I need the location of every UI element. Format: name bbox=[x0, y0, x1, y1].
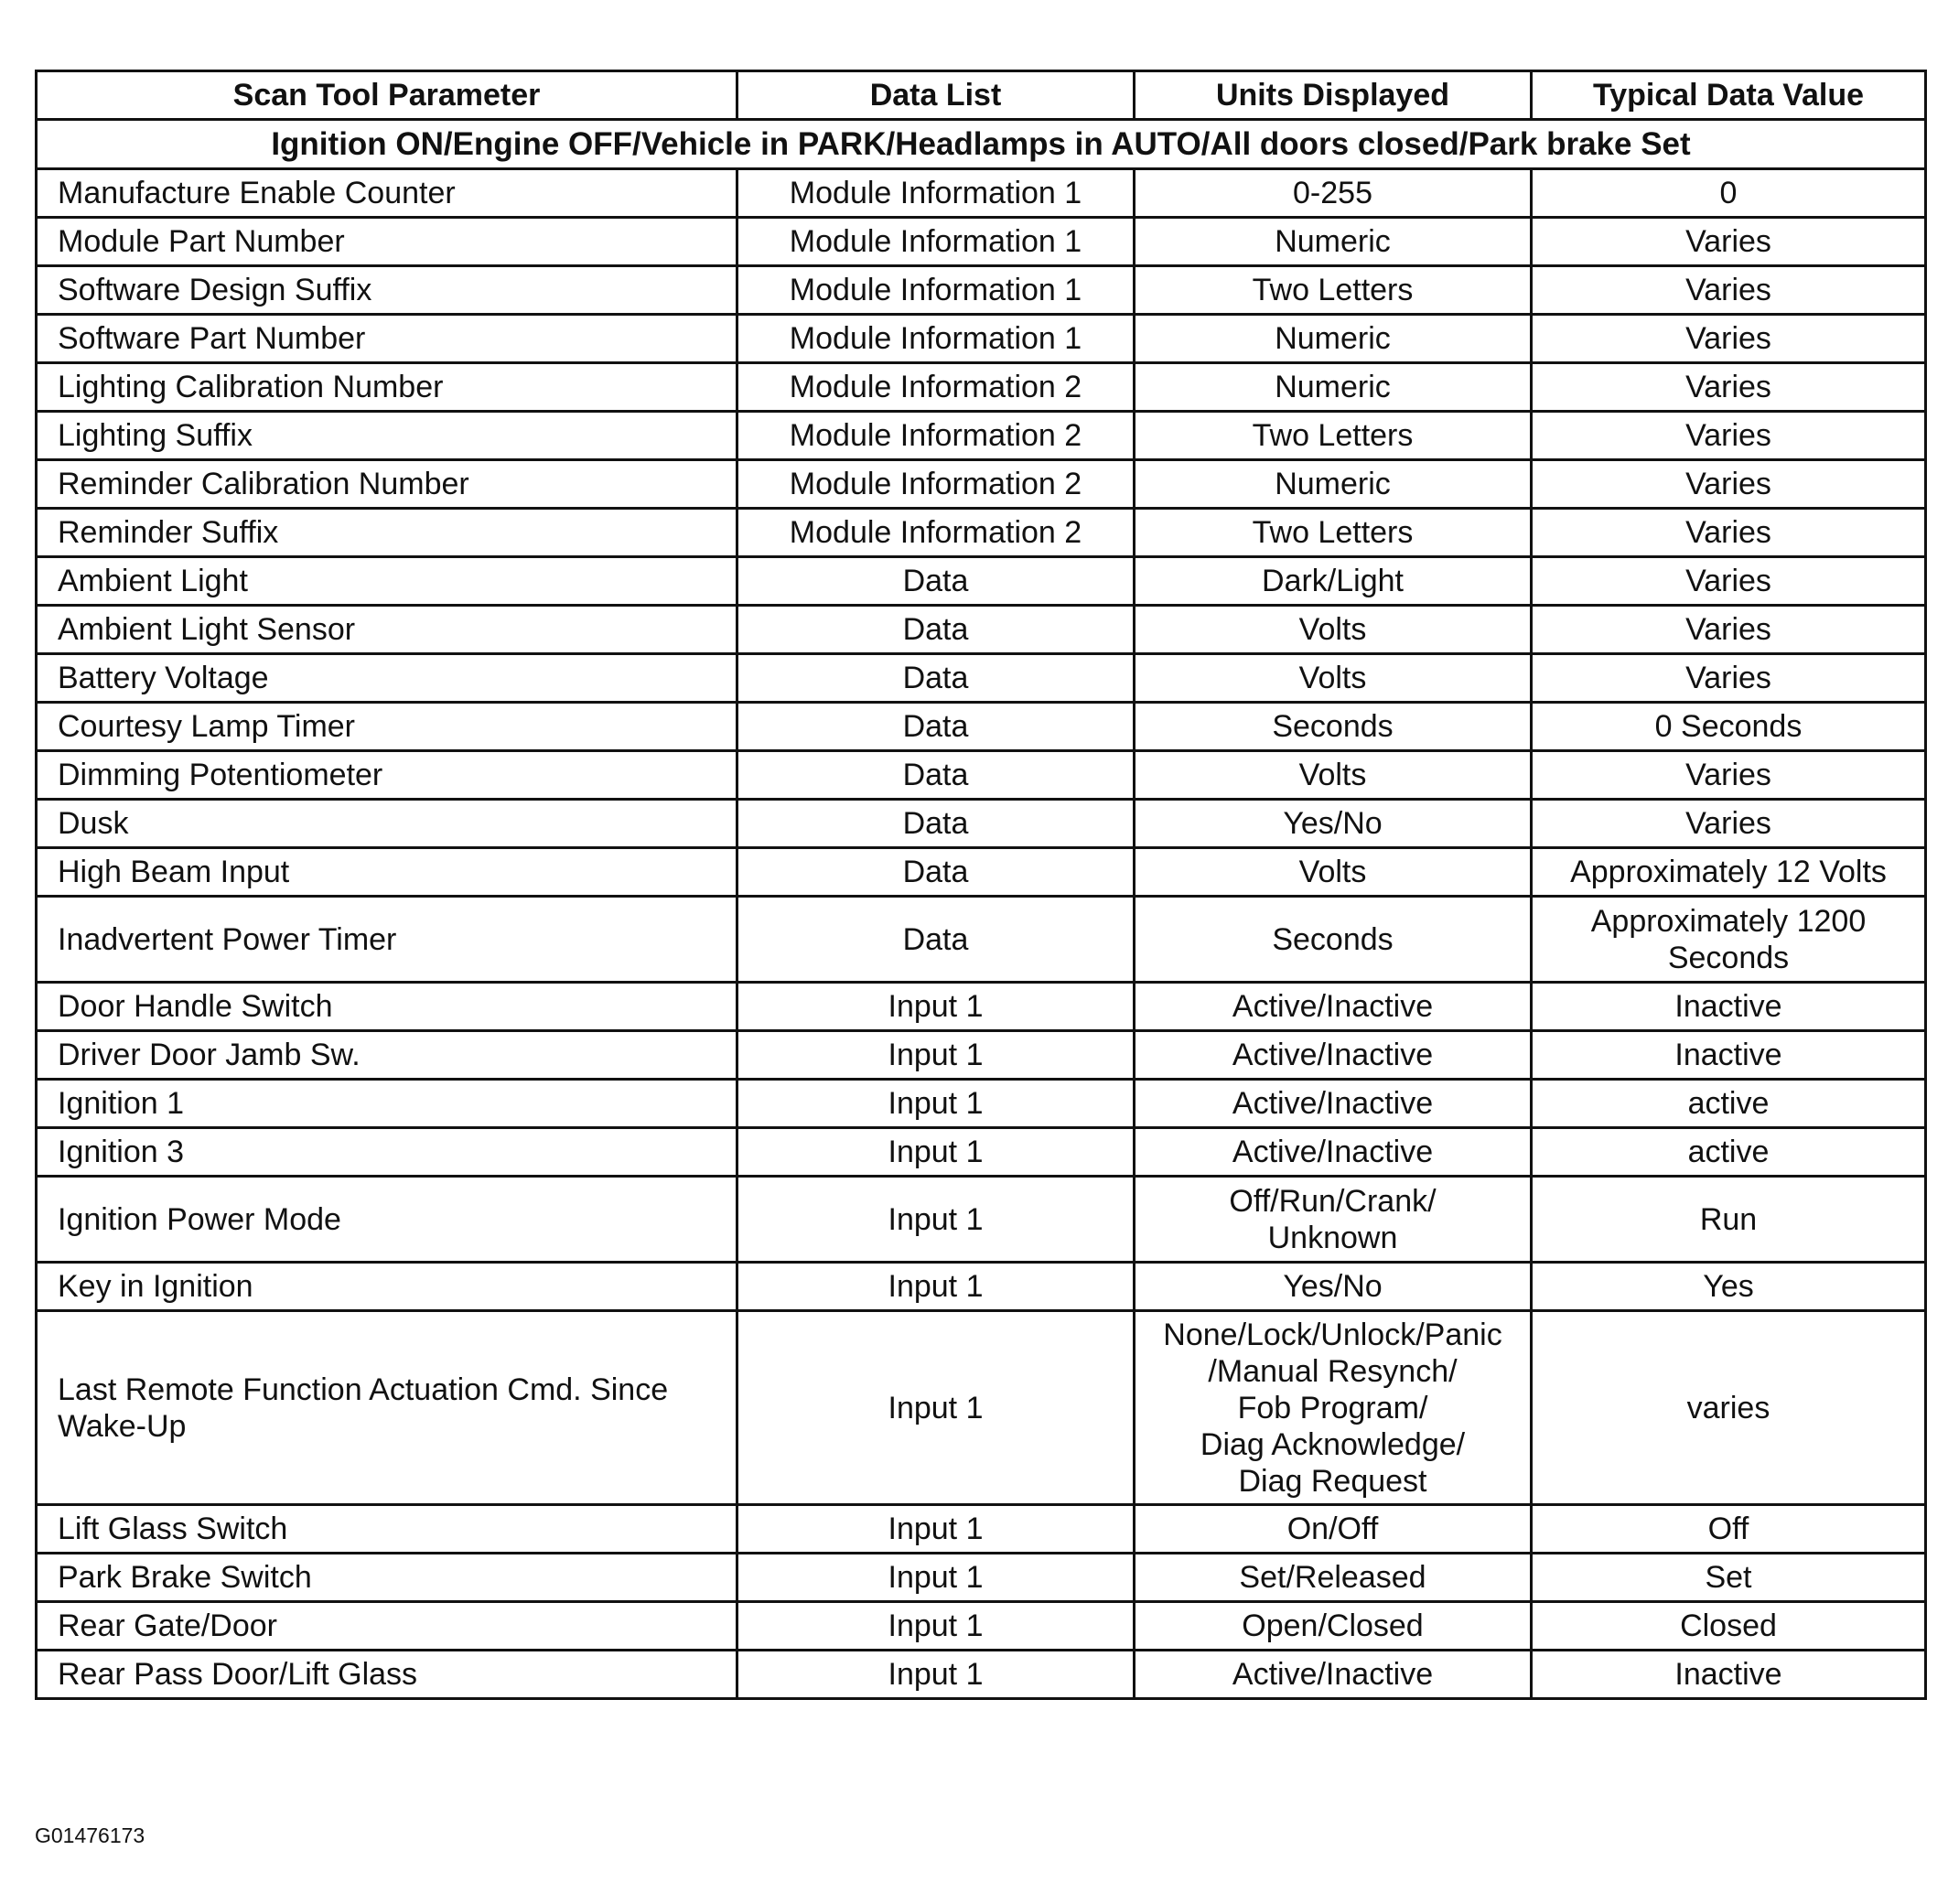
data-list-cell: Input 1 bbox=[737, 1263, 1135, 1311]
parameter-cell: Lighting Suffix bbox=[37, 412, 737, 460]
units-cell: Off/Run/Crank/ Unknown bbox=[1135, 1177, 1532, 1263]
parameter-cell: Ambient Light bbox=[37, 557, 737, 606]
units-cell: Volts bbox=[1135, 751, 1532, 800]
units-cell: Volts bbox=[1135, 654, 1532, 703]
data-list-cell: Module Information 1 bbox=[737, 169, 1135, 218]
table-row bbox=[37, 1031, 1926, 1080]
parameter-cell: Courtesy Lamp Timer bbox=[37, 703, 737, 751]
data-list-cell: Data bbox=[737, 751, 1135, 800]
table-row bbox=[37, 897, 1926, 983]
data-list-cell: Input 1 bbox=[737, 1311, 1135, 1505]
table-row bbox=[37, 266, 1926, 315]
typical-value-cell: Varies bbox=[1532, 363, 1926, 412]
typical-value-cell: Approximately 12 Volts bbox=[1532, 848, 1926, 897]
units-cell: Seconds bbox=[1135, 897, 1532, 983]
typical-value-cell: Inactive bbox=[1532, 1031, 1926, 1080]
table-row bbox=[37, 460, 1926, 509]
parameter-cell: Last Remote Function Actuation Cmd. Since Wake-Up bbox=[37, 1311, 737, 1505]
typical-value-cell: Varies bbox=[1532, 800, 1926, 848]
data-list-cell: Input 1 bbox=[737, 1505, 1135, 1554]
units-cell: Volts bbox=[1135, 848, 1532, 897]
units-cell: On/Off bbox=[1135, 1505, 1532, 1554]
typical-value-cell: Off bbox=[1532, 1505, 1926, 1554]
typical-value-cell: Inactive bbox=[1532, 1651, 1926, 1699]
data-list-cell: Input 1 bbox=[737, 1554, 1135, 1602]
table-row bbox=[37, 1177, 1926, 1263]
parameter-cell: High Beam Input bbox=[37, 848, 737, 897]
table-row bbox=[37, 1651, 1926, 1699]
table-row bbox=[37, 509, 1926, 557]
units-cell: Numeric bbox=[1135, 315, 1532, 363]
parameter-cell: Inadvertent Power Timer bbox=[37, 897, 737, 983]
typical-value-cell: Varies bbox=[1532, 315, 1926, 363]
units-cell: Yes/No bbox=[1135, 1263, 1532, 1311]
data-list-cell: Data bbox=[737, 606, 1135, 654]
data-list-cell: Module Information 2 bbox=[737, 363, 1135, 412]
typical-value-cell: Varies bbox=[1532, 751, 1926, 800]
parameter-cell: Rear Pass Door/Lift Glass bbox=[37, 1651, 737, 1699]
header-typical-data-value: Typical Data Value bbox=[1532, 71, 1926, 120]
table-row bbox=[37, 218, 1926, 266]
data-list-cell: Module Information 1 bbox=[737, 315, 1135, 363]
data-list-cell: Data bbox=[737, 703, 1135, 751]
table-row bbox=[37, 983, 1926, 1031]
parameter-cell: Ambient Light Sensor bbox=[37, 606, 737, 654]
parameter-cell: Dimming Potentiometer bbox=[37, 751, 737, 800]
typical-value-cell: Varies bbox=[1532, 606, 1926, 654]
table-row bbox=[37, 800, 1926, 848]
units-cell: Two Letters bbox=[1135, 509, 1532, 557]
header-units-displayed: Units Displayed bbox=[1135, 71, 1532, 120]
data-list-cell: Data bbox=[737, 557, 1135, 606]
parameter-cell: Lift Glass Switch bbox=[37, 1505, 737, 1554]
data-list-cell: Data bbox=[737, 654, 1135, 703]
table-header bbox=[37, 71, 1926, 120]
units-cell: None/Lock/Unlock/Panic /Manual Resynch/ Fob Program/ Diag Acknowledge/ Diag Request bbox=[1135, 1311, 1532, 1505]
typical-value-cell: active bbox=[1532, 1128, 1926, 1177]
data-list-cell: Module Information 1 bbox=[737, 266, 1135, 315]
parameter-cell: Park Brake Switch bbox=[37, 1554, 737, 1602]
table-body bbox=[37, 120, 1926, 1699]
parameter-cell: Driver Door Jamb Sw. bbox=[37, 1031, 737, 1080]
units-cell: Set/Released bbox=[1135, 1554, 1532, 1602]
scan-tool-data-table bbox=[35, 70, 1927, 1700]
data-list-cell: Data bbox=[737, 848, 1135, 897]
parameter-cell: Software Design Suffix bbox=[37, 266, 737, 315]
typical-value-cell: Closed bbox=[1532, 1602, 1926, 1651]
parameter-cell: Module Part Number bbox=[37, 218, 737, 266]
units-cell: Dark/Light bbox=[1135, 557, 1532, 606]
parameter-cell: Reminder Suffix bbox=[37, 509, 737, 557]
units-cell: Yes/No bbox=[1135, 800, 1532, 848]
data-list-cell: Input 1 bbox=[737, 1177, 1135, 1263]
data-list-cell: Module Information 2 bbox=[737, 460, 1135, 509]
data-list-cell: Input 1 bbox=[737, 1128, 1135, 1177]
typical-value-cell: active bbox=[1532, 1080, 1926, 1128]
table-row bbox=[37, 1554, 1926, 1602]
typical-value-cell: Yes bbox=[1532, 1263, 1926, 1311]
table-row bbox=[37, 1505, 1926, 1554]
parameter-cell: Key in Ignition bbox=[37, 1263, 737, 1311]
data-list-cell: Module Information 2 bbox=[737, 509, 1135, 557]
typical-value-cell: Varies bbox=[1532, 654, 1926, 703]
units-cell: Two Letters bbox=[1135, 412, 1532, 460]
table-row bbox=[37, 606, 1926, 654]
table-row bbox=[37, 1128, 1926, 1177]
header-row bbox=[37, 71, 1926, 120]
parameter-cell: Rear Gate/Door bbox=[37, 1602, 737, 1651]
parameter-cell: Lighting Calibration Number bbox=[37, 363, 737, 412]
data-list-cell: Module Information 1 bbox=[737, 218, 1135, 266]
parameter-cell: Door Handle Switch bbox=[37, 983, 737, 1031]
typical-value-cell: Varies bbox=[1532, 266, 1926, 315]
units-cell: Active/Inactive bbox=[1135, 983, 1532, 1031]
data-list-cell: Data bbox=[737, 897, 1135, 983]
table-row bbox=[37, 848, 1926, 897]
table-row bbox=[37, 1263, 1926, 1311]
typical-value-cell: Varies bbox=[1532, 557, 1926, 606]
data-list-cell: Input 1 bbox=[737, 1080, 1135, 1128]
table-row bbox=[37, 412, 1926, 460]
table-row bbox=[37, 557, 1926, 606]
units-cell: Active/Inactive bbox=[1135, 1080, 1532, 1128]
data-list-cell: Input 1 bbox=[737, 1031, 1135, 1080]
units-cell: Active/Inactive bbox=[1135, 1651, 1532, 1699]
table-row bbox=[37, 315, 1926, 363]
parameter-cell: Ignition Power Mode bbox=[37, 1177, 737, 1263]
data-list-cell: Input 1 bbox=[737, 1651, 1135, 1699]
typical-value-cell: 0 bbox=[1532, 169, 1926, 218]
parameter-cell: Battery Voltage bbox=[37, 654, 737, 703]
table-row bbox=[37, 1311, 1926, 1505]
condition-row bbox=[37, 120, 1926, 169]
table-row bbox=[37, 703, 1926, 751]
units-cell: Active/Inactive bbox=[1135, 1128, 1532, 1177]
header-data-list: Data List bbox=[737, 71, 1135, 120]
parameter-cell: Ignition 1 bbox=[37, 1080, 737, 1128]
units-cell: Numeric bbox=[1135, 218, 1532, 266]
data-list-cell: Input 1 bbox=[737, 1602, 1135, 1651]
units-cell: Volts bbox=[1135, 606, 1532, 654]
units-cell: Two Letters bbox=[1135, 266, 1532, 315]
typical-value-cell: Varies bbox=[1532, 412, 1926, 460]
table-row bbox=[37, 751, 1926, 800]
units-cell: Active/Inactive bbox=[1135, 1031, 1532, 1080]
table-row bbox=[37, 1080, 1926, 1128]
table-row bbox=[37, 1602, 1926, 1651]
parameter-cell: Software Part Number bbox=[37, 315, 737, 363]
parameter-cell: Dusk bbox=[37, 800, 737, 848]
units-cell: 0-255 bbox=[1135, 169, 1532, 218]
data-list-cell: Input 1 bbox=[737, 983, 1135, 1031]
typical-value-cell: Approximately 1200 Seconds bbox=[1532, 897, 1926, 983]
typical-value-cell: varies bbox=[1532, 1311, 1926, 1505]
units-cell: Numeric bbox=[1135, 363, 1532, 412]
figure-id: G01476173 bbox=[35, 1823, 145, 1847]
typical-value-cell: Set bbox=[1532, 1554, 1926, 1602]
test-condition: Ignition ON/Engine OFF/Vehicle in PARK/Headlamps in AUTO/All doors closed/Park brake Set bbox=[37, 120, 1926, 169]
typical-value-cell: Run bbox=[1532, 1177, 1926, 1263]
units-cell: Open/Closed bbox=[1135, 1602, 1532, 1651]
data-list-cell: Module Information 2 bbox=[737, 412, 1135, 460]
data-list-cell: Data bbox=[737, 800, 1135, 848]
typical-value-cell: Varies bbox=[1532, 460, 1926, 509]
table-row bbox=[37, 363, 1926, 412]
parameter-cell: Manufacture Enable Counter bbox=[37, 169, 737, 218]
typical-value-cell: 0 Seconds bbox=[1532, 703, 1926, 751]
typical-value-cell: Varies bbox=[1532, 218, 1926, 266]
typical-value-cell: Varies bbox=[1532, 509, 1926, 557]
table-row bbox=[37, 169, 1926, 218]
parameter-cell: Ignition 3 bbox=[37, 1128, 737, 1177]
units-cell: Seconds bbox=[1135, 703, 1532, 751]
typical-value-cell: Inactive bbox=[1532, 983, 1926, 1031]
table-row bbox=[37, 654, 1926, 703]
header-scan-tool-parameter: Scan Tool Parameter bbox=[37, 71, 737, 120]
parameter-cell: Reminder Calibration Number bbox=[37, 460, 737, 509]
units-cell: Numeric bbox=[1135, 460, 1532, 509]
